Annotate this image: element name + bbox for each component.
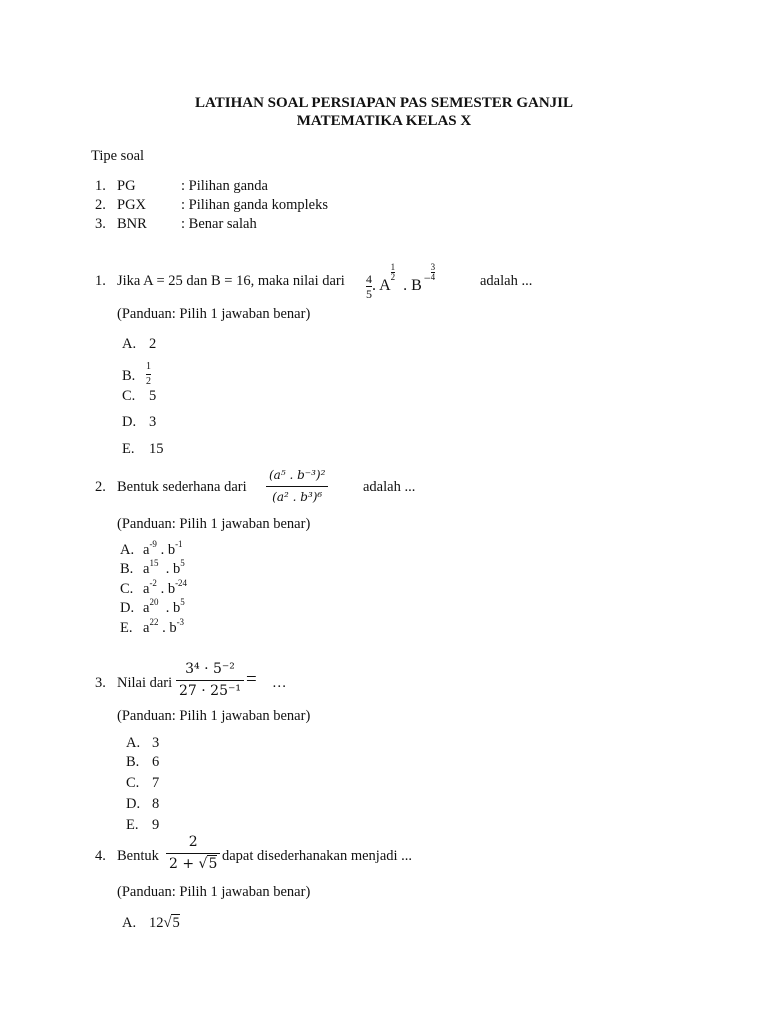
option-value: 3 (149, 414, 157, 430)
tipe-code: PGX (117, 197, 147, 213)
panduan-note: (Panduan: Pilih 1 jawaban benar) (117, 884, 311, 900)
panduan-note: (Panduan: Pilih 1 jawaban benar) (117, 516, 311, 532)
option-letter: D. (122, 414, 137, 430)
question-text-after: adalah ... (363, 479, 416, 495)
equals-sign: = (246, 669, 257, 690)
tipe-desc: : Pilihan ganda kompleks (181, 197, 328, 213)
panduan-note: (Panduan: Pilih 1 jawaban benar) (117, 708, 311, 724)
option-letter: A. (122, 336, 137, 352)
tipe-code: PG (117, 178, 136, 194)
question-text: Nilai dari (117, 675, 173, 691)
ellipsis: … (272, 675, 287, 691)
question-number: 4. (95, 848, 106, 864)
question-text: Bentuk (117, 848, 159, 864)
q4-expression: $\frac{2}{2 + √5}$ (166, 834, 220, 873)
option-letter: B. (122, 368, 136, 384)
exponent-b: $\frac{3}{4}$ (430, 262, 436, 282)
q3-expression: $\frac{\text{3⁴ · 5⁻²}}{\text{27 · 25⁻¹}}$ (176, 661, 244, 700)
question-number: 1. (95, 273, 106, 289)
question-text-after: dapat disederhanakan menjadi ... (222, 848, 413, 864)
document-subtitle: MATEMATIKA KELAS X (296, 113, 472, 129)
document-title: LATIHAN SOAL PERSIAPAN PAS SEMESTER GANJIL (195, 95, 573, 111)
option-letter: C. (122, 388, 136, 404)
tipe-desc: : Pilihan ganda (181, 178, 268, 194)
fraction: $\frac{4}{5}$ (366, 272, 372, 302)
tipe-soal-heading: Tipe soal (91, 148, 145, 164)
list-number: 2. (95, 197, 106, 213)
exponent-a: $\frac{1}{2}$ (390, 262, 396, 282)
tipe-desc: : Benar salah (181, 216, 257, 232)
option-value: 15 (149, 441, 164, 457)
question-text: Bentuk sederhana dari (117, 479, 247, 495)
q2-expression: $\frac{\text{(a⁵ . b⁻³)²}}{\text{(a² . b³)⁶}}$ (266, 467, 328, 506)
panduan-note: (Panduan: Pilih 1 jawaban benar) (117, 306, 311, 322)
question-number: 2. (95, 479, 106, 495)
list-number: 3. (95, 216, 106, 232)
question-text: Jika A = 25 dan B = 16, maka nilai dari (117, 273, 345, 289)
option-value: 2 (149, 336, 157, 352)
list-number: 1. (95, 178, 106, 194)
option-letter: E. (122, 441, 135, 457)
q1-expression: $\frac{4}{5}$ . A $\frac{1}{2}$ . B − $\frac{3}{4}$ (366, 262, 436, 302)
tipe-code: BNR (117, 216, 147, 232)
option-value: $\frac{1}{2}$ (146, 361, 151, 387)
option-value: 5 (149, 388, 157, 404)
question-number: 3. (95, 675, 106, 691)
question-text-after: adalah ... (480, 273, 533, 289)
